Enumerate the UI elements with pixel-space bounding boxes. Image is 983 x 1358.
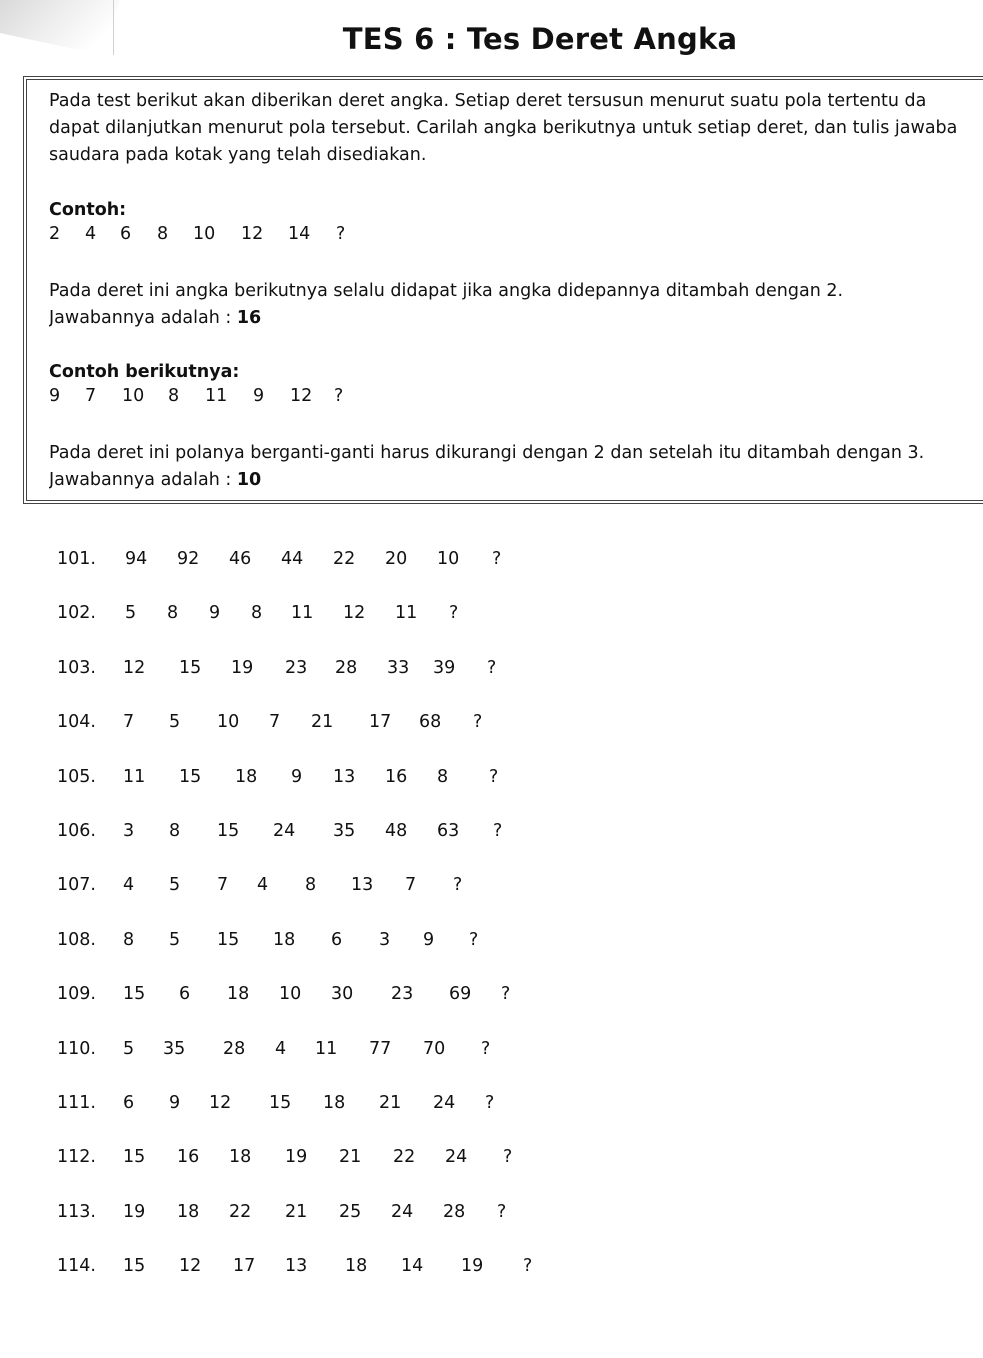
question-value: 21 bbox=[339, 1147, 362, 1168]
question-value: 33 bbox=[387, 657, 410, 678]
question-value: 18 bbox=[345, 1256, 368, 1277]
example-sequence-item: 6 bbox=[120, 224, 132, 244]
question-value: 22 bbox=[229, 1201, 252, 1222]
question-value: 24 bbox=[433, 1093, 456, 1113]
question-value: 5 bbox=[123, 1038, 135, 1059]
example-sequence-item: 8 bbox=[157, 224, 169, 244]
question-value: 24 bbox=[391, 1201, 414, 1222]
question-value: 25 bbox=[339, 1201, 362, 1222]
question-value: 21 bbox=[285, 1201, 308, 1222]
question-value: 44 bbox=[281, 549, 304, 569]
question-number: 109. bbox=[57, 984, 96, 1005]
question-blank: ? bbox=[497, 1201, 507, 1222]
question-value: 28 bbox=[223, 1038, 246, 1059]
question-blank: ? bbox=[489, 766, 499, 787]
example2-explanation: Pada deret ini polanya berganti-ganti harus dikurangi dengan 2 dan setelah itu ditambah dengan 3. bbox=[49, 443, 925, 463]
example2-sequence-item: 11 bbox=[205, 386, 228, 406]
question-value: 12 bbox=[343, 603, 366, 624]
question-number: 112. bbox=[57, 1147, 96, 1168]
question-blank: ? bbox=[501, 984, 511, 1005]
question-value: 12 bbox=[209, 1093, 232, 1113]
question-blank: ? bbox=[523, 1256, 533, 1277]
example-sequence-item: 14 bbox=[288, 224, 311, 244]
question-value: 5 bbox=[169, 712, 181, 733]
question-value: 8 bbox=[305, 875, 317, 896]
example-heading: Contoh: bbox=[49, 200, 127, 220]
question-value: 7 bbox=[269, 712, 281, 733]
question-value: 17 bbox=[233, 1256, 256, 1277]
question-value: 10 bbox=[279, 984, 302, 1005]
question-value: 12 bbox=[123, 657, 146, 678]
question-value: 22 bbox=[333, 549, 356, 569]
instructions-line-3: saudara pada kotak yang telah disediakan. bbox=[49, 145, 427, 165]
question-value: 30 bbox=[331, 984, 354, 1005]
example2-answer-line bbox=[49, 467, 983, 494]
example2-sequence-item: 9 bbox=[49, 386, 61, 406]
question-blank: ? bbox=[473, 712, 483, 733]
example2-sequence-item: 9 bbox=[253, 386, 265, 406]
question-value: 94 bbox=[125, 549, 148, 569]
question-number: 114. bbox=[57, 1256, 96, 1277]
question-value: 46 bbox=[229, 549, 252, 569]
question-value: 24 bbox=[273, 821, 296, 841]
question-value: 68 bbox=[419, 712, 442, 733]
example2-sequence-item: 12 bbox=[290, 386, 313, 406]
question-number: 102. bbox=[57, 603, 96, 624]
question-number: 113. bbox=[57, 1201, 96, 1222]
question-value: 13 bbox=[285, 1256, 308, 1277]
example-explanation: Pada deret ini angka berikutnya selalu didapat jika angka didepannya ditambah dengan 2. bbox=[49, 281, 844, 301]
example-sequence-item: 2 bbox=[49, 224, 61, 244]
question-value: 15 bbox=[123, 1147, 146, 1168]
question-value: 11 bbox=[123, 766, 146, 787]
question-value: 70 bbox=[423, 1038, 446, 1059]
question-value: 10 bbox=[437, 549, 460, 569]
question-value: 3 bbox=[123, 821, 135, 841]
question-value: 21 bbox=[311, 712, 334, 733]
question-value: 9 bbox=[423, 929, 435, 950]
question-value: 16 bbox=[177, 1147, 200, 1168]
question-number: 111. bbox=[57, 1093, 96, 1113]
instructions-line-2: dapat dilanjutkan menurut pola tersebut. Carilah angka berikutnya untuk setiap deret, dan tulis jawaba bbox=[49, 118, 958, 138]
question-value: 17 bbox=[369, 712, 392, 733]
question-value: 7 bbox=[123, 712, 135, 733]
question-value: 6 bbox=[123, 1093, 135, 1113]
question-value: 8 bbox=[169, 821, 181, 841]
question-value: 4 bbox=[123, 875, 135, 896]
example-answer-value: 16 bbox=[236, 308, 262, 328]
question-value: 13 bbox=[351, 875, 374, 896]
question-value: 18 bbox=[229, 1147, 252, 1168]
question-value: 16 bbox=[385, 766, 408, 787]
question-value: 21 bbox=[379, 1093, 402, 1113]
question-value: 9 bbox=[209, 603, 221, 624]
question-value: 35 bbox=[163, 1038, 186, 1059]
question-value: 63 bbox=[437, 821, 460, 841]
question-value: 23 bbox=[285, 657, 308, 678]
question-value: 28 bbox=[335, 657, 358, 678]
question-value: 11 bbox=[315, 1038, 338, 1059]
question-value: 19 bbox=[461, 1256, 484, 1277]
question-value: 4 bbox=[257, 875, 269, 896]
question-blank: ? bbox=[493, 821, 503, 841]
question-value: 8 bbox=[437, 766, 449, 787]
example2-answer-value: 10 bbox=[236, 470, 262, 490]
instructions-line-1: Pada test berikut akan diberikan deret angka. Setiap deret tersusun menurut suatu pola tertentu da bbox=[49, 91, 927, 111]
example-sequence-item: 12 bbox=[241, 224, 264, 244]
question-value: 13 bbox=[333, 766, 356, 787]
question-value: 10 bbox=[217, 712, 240, 733]
question-value: 15 bbox=[179, 766, 202, 787]
question-number: 101. bbox=[57, 549, 96, 569]
question-value: 15 bbox=[123, 984, 146, 1005]
question-value: 19 bbox=[285, 1147, 308, 1168]
question-value: 15 bbox=[179, 657, 202, 678]
question-value: 8 bbox=[251, 603, 263, 624]
page-title: TES 6 : Tes Deret Angka bbox=[342, 22, 738, 56]
question-blank: ? bbox=[487, 657, 497, 678]
question-value: 11 bbox=[395, 603, 418, 624]
question-value: 15 bbox=[217, 821, 240, 841]
question-blank: ? bbox=[492, 549, 502, 569]
question-value: 9 bbox=[169, 1093, 181, 1113]
question-value: 92 bbox=[177, 549, 200, 569]
example2-sequence-item: ? bbox=[334, 386, 344, 406]
question-value: 15 bbox=[123, 1256, 146, 1277]
question-value: 5 bbox=[125, 603, 137, 624]
example-sequence-item: 10 bbox=[193, 224, 216, 244]
question-blank: ? bbox=[485, 1093, 495, 1113]
question-value: 6 bbox=[179, 984, 191, 1005]
question-value: 8 bbox=[123, 929, 135, 950]
question-number: 110. bbox=[57, 1038, 96, 1059]
question-value: 18 bbox=[273, 929, 296, 950]
question-value: 28 bbox=[443, 1201, 466, 1222]
question-value: 18 bbox=[235, 766, 258, 787]
question-value: 7 bbox=[405, 875, 417, 896]
question-value: 18 bbox=[177, 1201, 200, 1222]
question-value: 20 bbox=[385, 549, 408, 569]
question-blank: ? bbox=[503, 1147, 513, 1168]
question-value: 35 bbox=[333, 821, 356, 841]
question-value: 15 bbox=[217, 929, 240, 950]
question-value: 15 bbox=[269, 1093, 292, 1113]
question-value: 22 bbox=[393, 1147, 416, 1168]
question-value: 77 bbox=[369, 1038, 392, 1059]
question-value: 69 bbox=[449, 984, 472, 1005]
example-sequence-item: 4 bbox=[85, 224, 97, 244]
question-number: 108. bbox=[57, 929, 96, 950]
question-number: 105. bbox=[57, 766, 96, 787]
question-value: 5 bbox=[169, 929, 181, 950]
question-blank: ? bbox=[481, 1038, 491, 1059]
example2-sequence-item: 8 bbox=[168, 386, 180, 406]
question-value: 19 bbox=[231, 657, 254, 678]
question-value: 3 bbox=[379, 929, 391, 950]
question-value: 24 bbox=[445, 1147, 468, 1168]
question-number: 107. bbox=[57, 875, 96, 896]
question-value: 48 bbox=[385, 821, 408, 841]
question-value: 18 bbox=[227, 984, 250, 1005]
question-value: 11 bbox=[291, 603, 314, 624]
question-number: 103. bbox=[57, 657, 96, 678]
question-value: 7 bbox=[217, 875, 229, 896]
question-value: 23 bbox=[391, 984, 414, 1005]
question-blank: ? bbox=[469, 929, 479, 950]
question-value: 6 bbox=[331, 929, 343, 950]
question-value: 19 bbox=[123, 1201, 146, 1222]
question-value: 9 bbox=[291, 766, 303, 787]
question-value: 39 bbox=[433, 657, 456, 678]
question-value: 8 bbox=[167, 603, 179, 624]
example2-sequence-item: 10 bbox=[122, 386, 145, 406]
question-number: 104. bbox=[57, 712, 96, 733]
example2-answer-label: Jawabannya adalah : bbox=[49, 470, 237, 490]
question-blank: ? bbox=[449, 603, 459, 624]
question-blank: ? bbox=[453, 875, 463, 896]
question-value: 5 bbox=[169, 875, 181, 896]
question-value: 4 bbox=[275, 1038, 287, 1059]
example-answer-label: Jawabannya adalah : bbox=[49, 308, 237, 328]
question-value: 18 bbox=[323, 1093, 346, 1113]
question-value: 12 bbox=[179, 1256, 202, 1277]
example-sequence-item: ? bbox=[336, 224, 346, 244]
example-answer-line bbox=[49, 305, 983, 332]
question-value: 14 bbox=[401, 1256, 424, 1277]
example2-heading: Contoh berikutnya: bbox=[49, 362, 240, 382]
question-number: 106. bbox=[57, 821, 96, 841]
example2-sequence-item: 7 bbox=[85, 386, 97, 406]
